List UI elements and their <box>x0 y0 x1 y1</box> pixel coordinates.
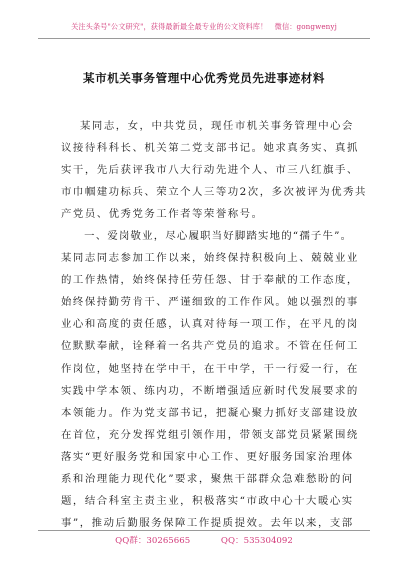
footer-qq-group: QQ群：30265665 <box>115 536 191 546</box>
body-line: 的工作热情，始终保持任劳任怨、甘于奉献的工作态度， <box>61 274 359 287</box>
document-title: 某市机关事务管理中心优秀党员先进事迹材料 <box>83 71 325 85</box>
body-line: 某同志同志参加工作以来，始终保持积极向上、兢兢业业 <box>61 252 359 265</box>
body-line: 始终保持勤劳肯干、严谨细致的工作作风。她以强烈的事 <box>61 296 359 309</box>
header-divider <box>38 38 370 39</box>
body-line: 题，结合科室主责主业，积极落实“市政中心十大暖心实 <box>61 494 354 507</box>
body-line: 实践中学本领、练内功，不断增强适应新时代发展要求的 <box>61 384 359 397</box>
section-heading: 一、爱岗敬业，尽心履职当好脚踏实地的“孺子牛”。 <box>61 230 353 243</box>
body-line: 事”，推动后勤服务保障工作提质提效。去年以来，支部 <box>61 516 354 529</box>
body-line: 本领能力。作为党支部书记，把凝心聚力抓好支部建设放 <box>61 406 359 419</box>
body-line: 在首位，充分发挥党组引领作用，带领支部党员紧紧围绕 <box>61 428 359 441</box>
body-line: 产党员、优秀党务工作者等荣誉称号。 <box>61 208 264 221</box>
footer-qq-contact: QQ：535304092 <box>220 536 293 546</box>
body-line: 业心和高度的责任感，认真对待每一项工作，在平凡的岗 <box>61 318 359 331</box>
body-line: 位默默奉献，诠释着一名共产党员的追求。不管在任何工 <box>61 340 359 353</box>
body-line: 市巾帼建功标兵、荣立个人三等功2次，多次被评为优秀共 <box>61 186 367 199</box>
body-line: 落实“更好服务党和国家中心工作、更好服务国家治理体 <box>61 450 354 463</box>
body-line: 议接待科科长、机关第二党支部书记。她求真务实、真抓 <box>61 142 359 155</box>
footer <box>0 534 408 546</box>
body-line: 系和治理能力现代化”要求，聚焦干部群众急难愁盼的问 <box>61 472 354 485</box>
body-line: 实干，先后获评我市八大行动先进个人、市三八红旗手、 <box>61 164 359 177</box>
document-body <box>61 115 367 534</box>
header-banner: 关注头条号"公文研究"，获得最新最全最专业的公文资料库！ 微信：gongwenyj <box>71 22 337 31</box>
footer-divider <box>38 530 370 531</box>
body-line: 某同志，女，中共党员，现任市机关事务管理中心会 <box>80 120 354 132</box>
body-line: 作岗位，她坚持在学中干，在干中学，干一行爱一行，在 <box>61 362 359 375</box>
